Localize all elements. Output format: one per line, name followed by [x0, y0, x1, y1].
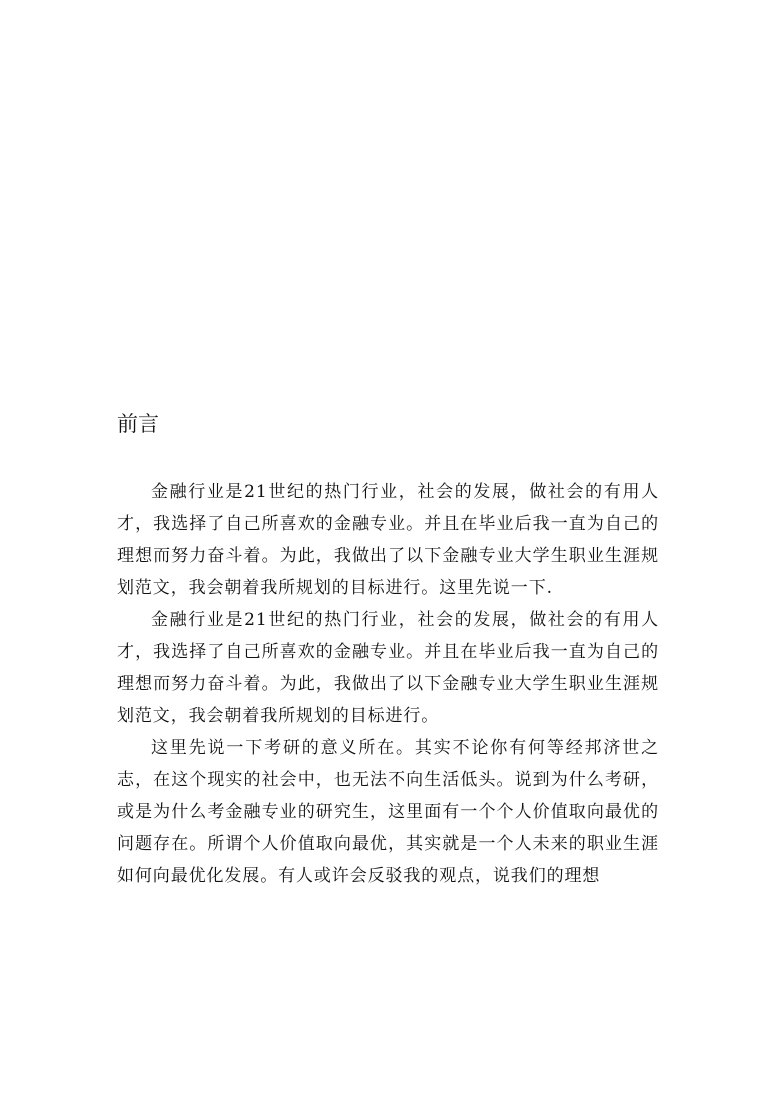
paragraph: 这里先说一下考研的意义所在。其实不论你有何等经邦济世之志，在这个现实的社会中，也无法不向生活低头。说到为什么考研，或是为什么考金融专业的研究生，这里面有一个个人价值取向最优的问题存在。所谓个人价值取向最优，其实就是一个人未来的职业生涯如何向最优化发展。有人或许会反驳我的观点，说我们的理想: [117, 738, 659, 886]
body-text: [117, 476, 659, 892]
paragraph: 金融行业是21世纪的热门行业，社会的发展，做社会的有用人才，我选择了自己所喜欢的金融专业。并且在毕业后我一直为自己的理想而努力奋斗着。为此，我做出了以下金融专业大学生职业生涯规划范文，我会朝着我所规划的目标进行。: [117, 610, 659, 726]
paragraph: 金融行业是21世纪的热门行业，社会的发展，做社会的有用人才，我选择了自己所喜欢的金融专业。并且在毕业后我一直为自己的理想而努力奋斗着。为此，我做出了以下金融专业大学生职业生涯规划范文，我会朝着我所规划的目标进行。这里先说一下.: [117, 482, 659, 598]
section-heading: 前言: [117, 412, 159, 436]
